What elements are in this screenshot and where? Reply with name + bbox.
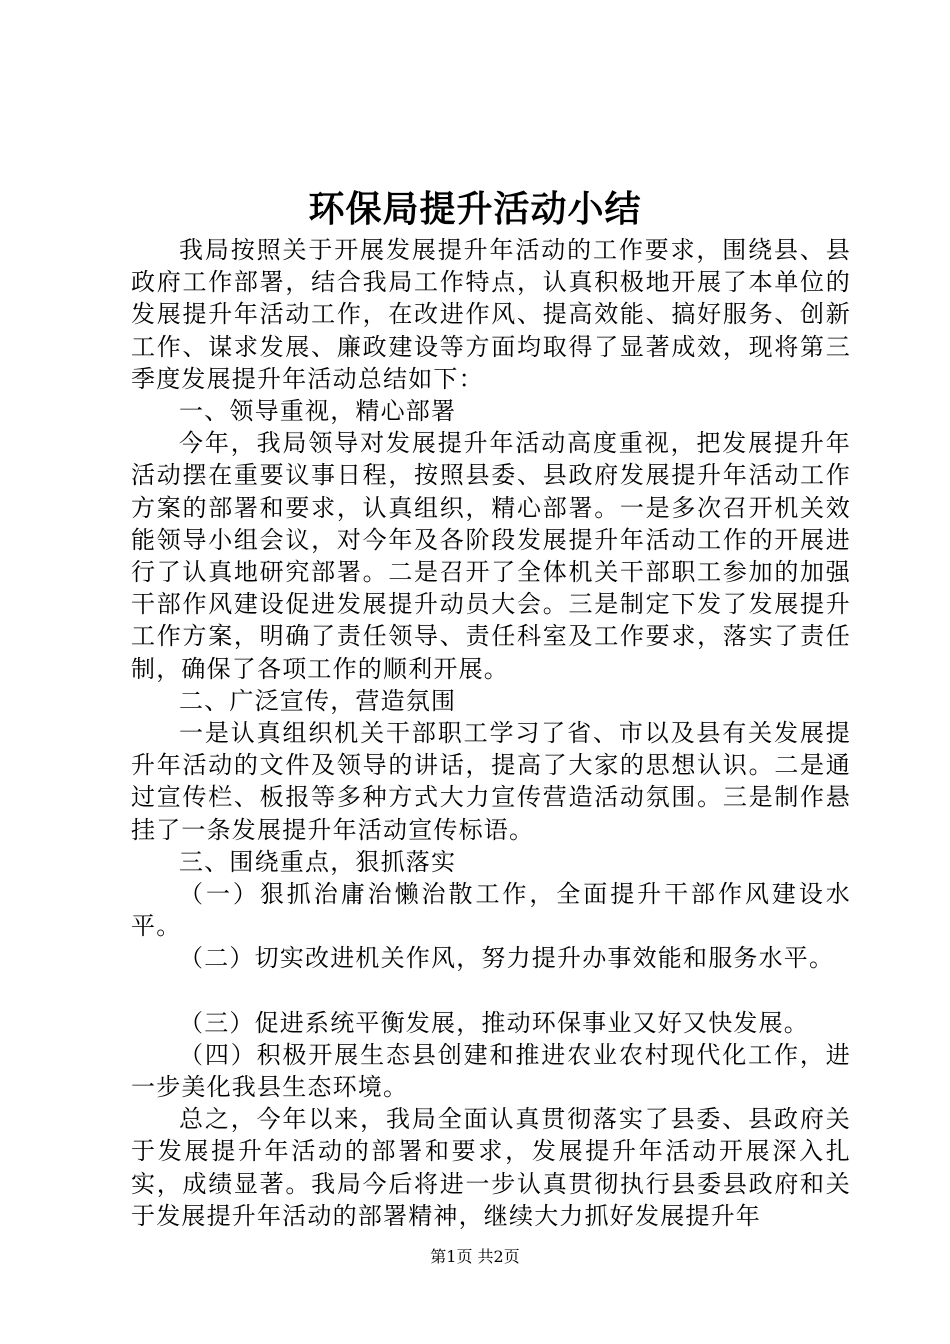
section-heading-1: 一、领导重视，精心部署 [179,397,457,426]
section-heading-3: 三、围绕重点，狠抓落实 [179,847,457,876]
summary-paragraph: 总之，今年以来，我局全面认真贯彻落实了县委、县政府关于发展提升年活动的部署和要求，发展提升年活动开展深入扎实，成绩显著。我局今后将进一步认真贯彻执行县委县政府和关于发展提升年活动的部署精神，继续大力抓好发展提升年 [131,1105,851,1230]
section-2-paragraph: 一是认真组织机关干部职工学习了省、市以及县有关发展提升年活动的文件及领导的讲话，提高了大家的思想认识。二是通过宣传栏、板报等多种方式大力宣传营造活动氛围。三是制作悬挂了一条发展提升年活动宣传标语。 [131,719,851,844]
sub-item-3: （三）促进系统平衡发展，推动环保事业又好又快发展。 [179,1008,809,1037]
document-title: 环保局提升活动小结 [308,188,642,230]
sub-item-2: （二）切实改进机关作风，努力提升办事效能和服务水平。 [179,944,835,973]
section-1-paragraph: 今年，我局领导对发展提升年活动高度重视，把发展提升年活动摆在重要议事日程，按照县委、县政府发展提升年活动工作方案的部署和要求，认真组织，精心部署。一是多次召开机关效能领导小组会议，对今年及各阶段发展提升年活动工作的开展进行了认真地研究部署。二是召开了全体机关干部职工参加的加强干部作风建设促进发展提升动员大会。三是制定下发了发展提升工作方案，明确了责任领导、责任科室及工作要求，落实了责任制，确保了各项工作的顺利开展。 [131,429,851,683]
page-footer: 第1页 共2页 [430,1247,520,1266]
sub-item-1: （一）狠抓治庸治懒治散工作，全面提升干部作风建设水平。 [131,880,851,941]
intro-paragraph: 我局按照关于开展发展提升年活动的工作要求，围绕县、县政府工作部署，结合我局工作特点，认真积极地开展了本单位的发展提升年活动工作，在改进作风、提高效能、搞好服务、创新工作、谋求发展、廉政建设等方面均取得了显著成效，现将第三季度发展提升年活动总结如下： [131,236,851,393]
section-heading-2: 二、广泛宣传，营造氛围 [179,686,457,715]
sub-item-4: （四）积极开展生态县创建和推进农业农村现代化工作，进一步美化我县生态环境。 [131,1040,851,1102]
document-body [131,234,851,1232]
